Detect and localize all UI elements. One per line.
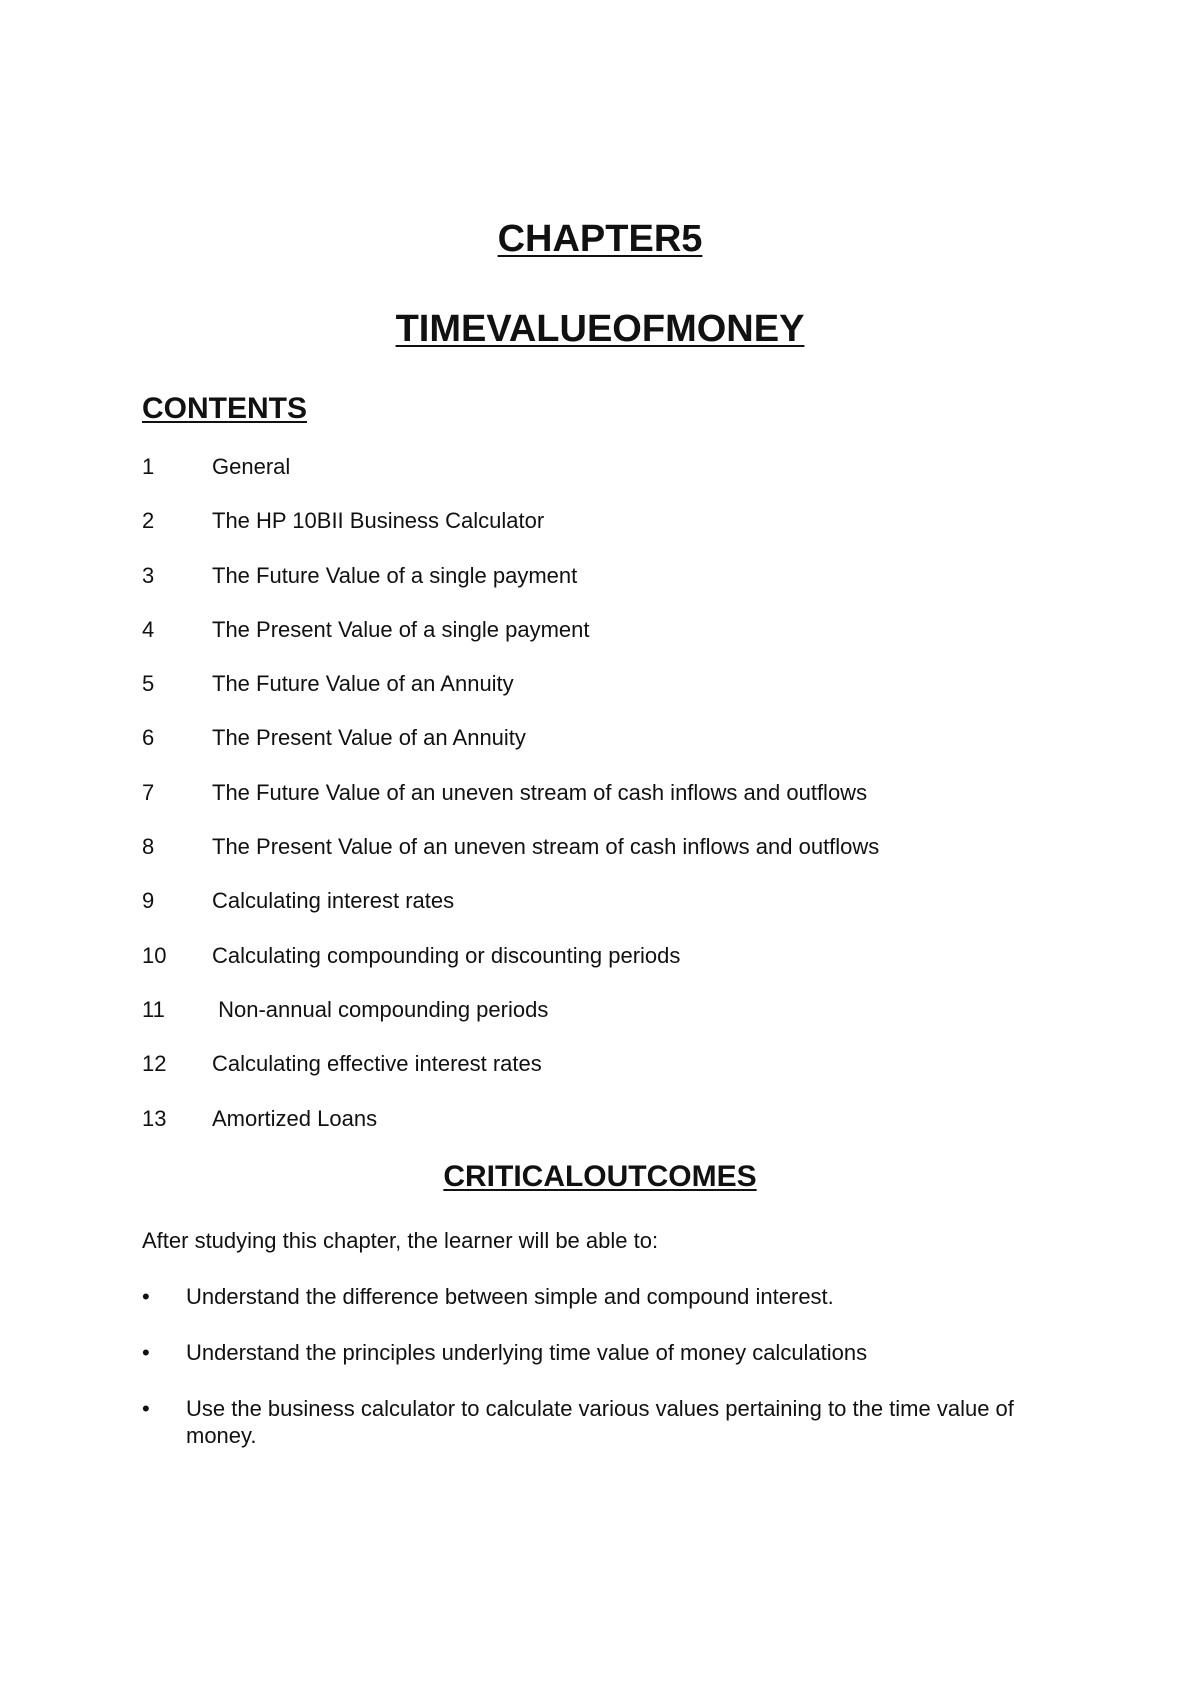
outcome-item (142, 1339, 1062, 1366)
outcome-text: Understand the principles underlying time value of money calculations (186, 1340, 868, 1365)
contents-heading: CONTENTS (142, 392, 307, 425)
contents-item (142, 615, 879, 669)
contents-item-number: 12 (142, 1051, 167, 1077)
contents-item (142, 506, 879, 560)
outcome-item (142, 1283, 1062, 1310)
bullet-icon: • (142, 1396, 150, 1421)
contents-item (142, 1049, 879, 1103)
contents-item-text: The Future Value of an uneven stream of cash inflows and outflows (212, 779, 868, 805)
outcome-text: Use the business calculator to calculate various values pertaining to the time value of money. (186, 1396, 1014, 1448)
contents-item-text: Calculating effective interest rates (212, 1051, 542, 1077)
contents-item-text: The Future Value of an Annuity (212, 671, 514, 697)
contents-item-text: The Present Value of a single payment (212, 616, 590, 642)
contents-item (142, 1104, 879, 1158)
contents-item-number: 6 (142, 725, 155, 751)
contents-item (142, 723, 879, 777)
bullet-icon: • (142, 1284, 150, 1309)
contents-item-text: The Present Value of an uneven stream of cash inflows and outflows (212, 834, 880, 860)
contents-item-number: 1 (142, 454, 155, 479)
contents-item (142, 669, 879, 723)
outcome-item (142, 1395, 1062, 1449)
contents-item-text: The Present Value of an Annuity (212, 725, 526, 751)
contents-item-text: The HP 10BII Business Calculator (212, 508, 545, 534)
contents-item-number: 8 (142, 834, 155, 860)
chapter-title: CHAPTER5 (497, 218, 703, 260)
contents-item-number: 5 (142, 671, 155, 697)
contents-item-number: 7 (142, 779, 155, 805)
outcome-text: Understand the difference between simple and compound interest. (186, 1284, 834, 1309)
contents-list (142, 452, 879, 1158)
contents-item-text: Amortized Loans (212, 1105, 378, 1131)
contents-item (142, 452, 879, 506)
contents-item-number: 13 (142, 1105, 167, 1131)
contents-item (142, 561, 879, 615)
contents-item-number: 11 (142, 996, 165, 1022)
contents-item-number: 3 (142, 562, 155, 588)
contents-item-number: 2 (142, 508, 155, 534)
critical-outcomes-heading: CRITICALOUTCOMES (443, 1160, 757, 1193)
contents-item (142, 886, 879, 940)
contents-item-number: 9 (142, 888, 155, 914)
contents-item-text: Non-annual compounding periods (212, 996, 549, 1022)
outcomes-intro: After studying this chapter, the learner will be able to: (142, 1228, 659, 1253)
outcomes-list (142, 1283, 1062, 1478)
bullet-icon: • (142, 1340, 150, 1365)
contents-item (142, 778, 879, 832)
contents-item (142, 832, 879, 886)
contents-item-text: Calculating interest rates (212, 888, 455, 914)
contents-item-text: The Future Value of a single payment (212, 562, 578, 588)
contents-item (142, 941, 879, 995)
main-title: TIMEVALUEOFMONEY (395, 308, 805, 350)
contents-item-text: General (212, 454, 291, 479)
contents-item-number: 10 (142, 942, 167, 968)
contents-item (142, 995, 879, 1049)
contents-item-text: Calculating compounding or discounting periods (212, 942, 681, 968)
contents-item-number: 4 (142, 616, 155, 642)
